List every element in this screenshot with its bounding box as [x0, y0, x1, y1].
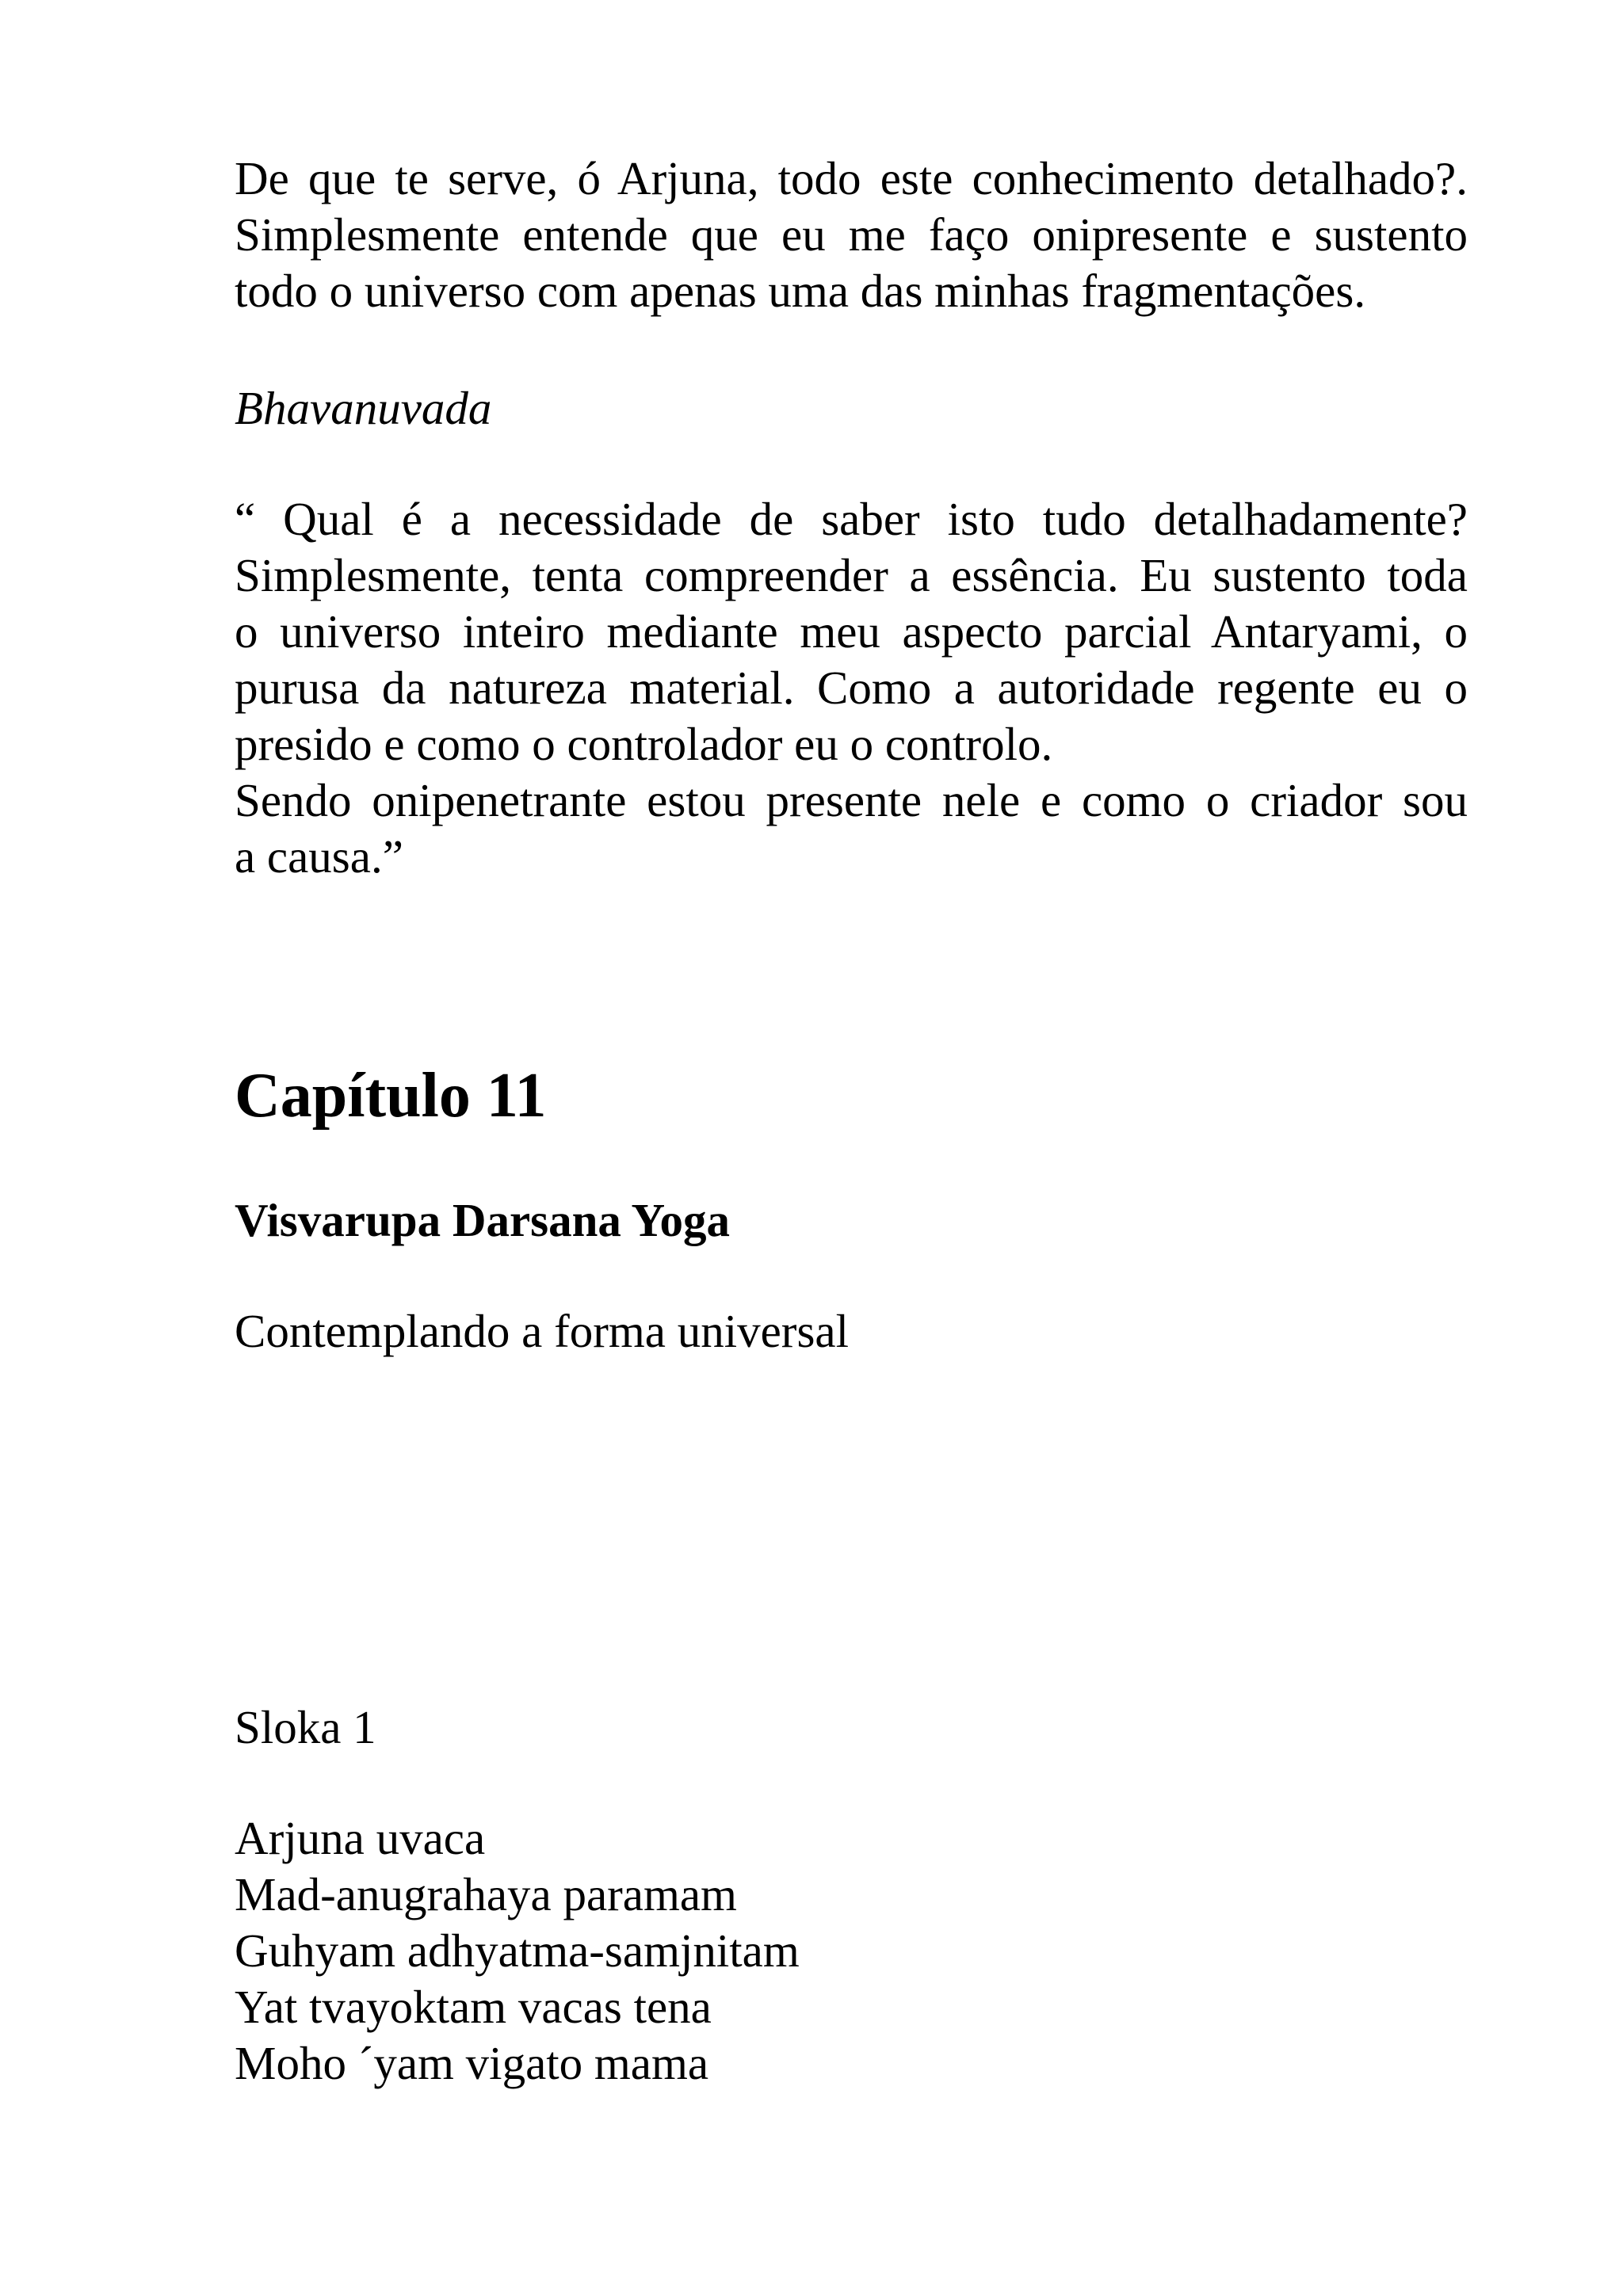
- verse-line-1: Arjuna uvaca: [235, 1812, 486, 1864]
- verse-line-4: Yat tvayoktam vacas tena: [235, 1981, 712, 2033]
- chapter-description: Contemplando a forma universal: [235, 1305, 849, 1357]
- commentary-line-4: purusa da natureza material. Como a autoridade regente eu o: [235, 662, 1468, 714]
- commentary-paragraph: [235, 491, 1468, 885]
- commentary-line-6: Sendo onipenetrante estou presente nele e como o criador sou: [235, 774, 1468, 826]
- intro-line-1: De que te serve, ó Arjuna, todo este conhecimento detalhado?.: [235, 152, 1468, 204]
- commentary-line-3: o universo inteiro mediante meu aspecto parcial Antaryami, o: [235, 605, 1468, 658]
- intro-paragraph: [235, 151, 1468, 319]
- intro-line-2: Simplesmente entende que eu me faço onipresente e sustento: [235, 208, 1468, 261]
- commentary-line-1: “ Qual é a necessidade de saber isto tudo detalhadamente?: [235, 493, 1468, 545]
- chapter-title: Capítulo 11: [235, 1061, 547, 1131]
- verse-line-3: Guhyam adhyatma-samjnitam: [235, 1924, 800, 1977]
- verse-line-5: Moho ´yam vigato mama: [235, 2037, 709, 2089]
- commentary-line-5: presido e como o controlador eu o controlo.: [235, 718, 1053, 770]
- commentary-line-7: a causa.”: [235, 830, 403, 883]
- sloka-label: Sloka 1: [235, 1701, 376, 1753]
- commentary-heading: Bhavanuvada: [235, 382, 492, 434]
- verse-line-2: Mad-anugrahaya paramam: [235, 1868, 737, 1920]
- sloka-verse: [235, 1810, 1468, 2092]
- commentary-line-2: Simplesmente, tenta compreender a essência. Eu sustento toda: [235, 549, 1468, 601]
- intro-line-3: todo o universo com apenas uma das minhas fragmentações.: [235, 265, 1366, 317]
- chapter-subtitle: Visvarupa Darsana Yoga: [235, 1194, 731, 1246]
